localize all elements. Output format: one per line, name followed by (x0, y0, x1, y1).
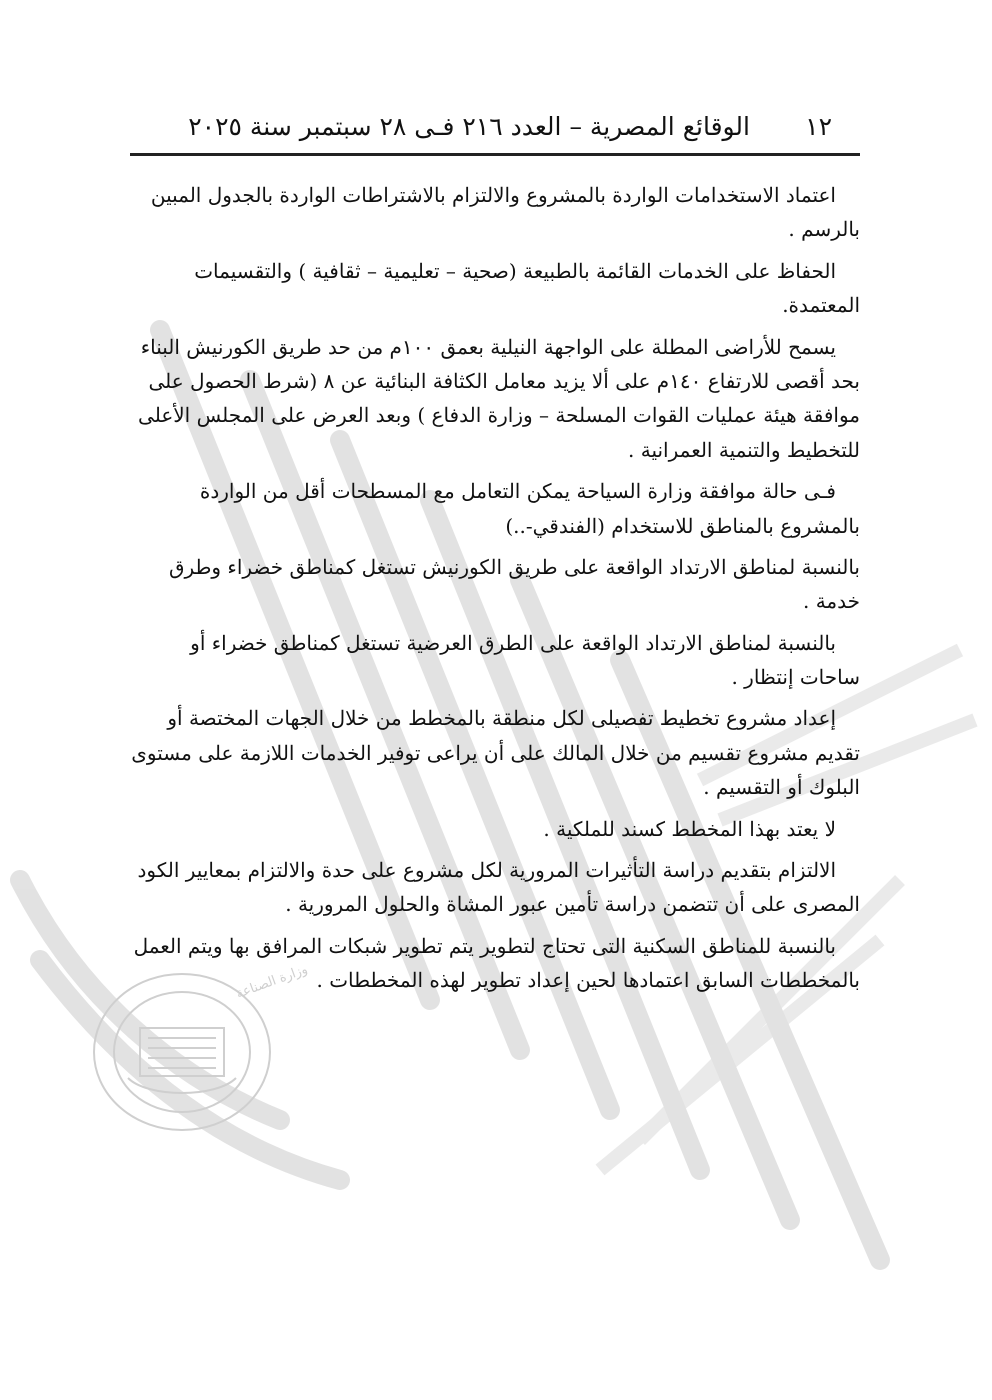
header-divider (130, 153, 860, 156)
paragraph-traffic-study: الالتزام بتقديم دراسة التأثيرات المرورية لكل مشروع على حدة والالتزام بمعايير الكود المصرى على أن تتضمن دراسة تأمين عبور المشاة والحلول المرورية . (137, 858, 860, 917)
paragraph-nile-frontage: يسمح للأراضى المطلة على الواجهة النيلية بعمق ١٠٠م من حد طريق الكورنيش البناء بحد أقصى للارتفاع ١٤٠م على ألا يزيد معامل الكثافة البنائية عن ٨ (شرط الحصول على موافقة هيئة عمليات القوات المسلحة – وزارة الدفاع ) وبعد العرض على المجلس الأعلى للتخطيط والتنمية العمرانية . (138, 334, 860, 462)
paragraph-residential-development: بالنسبة للمناطق السكنية التى تحتاج لتطوير يتم تطوير شبكات المرافق بها ويتم العمل بالمخططات السابق اعتمادها لحين إعداد تطوير لهذه المخططات . (133, 933, 860, 993)
document-body (130, 178, 860, 1005)
paragraph-detailed-plan: إعداد مشروع تخطيط تفصيلى لكل منطقة بالمخطط من خلال الجهات المختصة أو تقديم مشروع تقسيم من خلال المالك على أن يراعى توفير الخدمات اللازمة على مستوى البلوك أو التقسيم . (131, 706, 860, 800)
page-number: ١٢ (805, 112, 832, 141)
paragraph-existing-services: الحفاظ على الخدمات القائمة بالطبيعة (صحية – تعليمية – ثقافية ) والتقسيمات المعتمدة. (194, 258, 860, 318)
paragraph-corniche-setbacks: بالنسبة لمناطق الارتداد الواقعة على طريق الكورنيش تستغل كمناطق خضراء وطرق خدمة . (168, 554, 860, 614)
paragraph-ownership-disclaimer: لا يعتد بهذا المخطط كسند للملكية . (543, 816, 836, 841)
page-header (130, 112, 860, 152)
svg-text:وزارة الصناعة: وزارة الصناعة (234, 962, 310, 1002)
paragraph-tourism-approval: فـى حالة موافقة وزارة السياحة يمكن التعامل مع المسطحات أقل من الواردة بالمشروع بالمناطق للاستخدام (الفندقي-..) (199, 479, 860, 538)
paragraph-cross-road-setbacks: بالنسبة لمناطق الارتداد الواقعة على الطرق العرضية تستغل كمناطق خضراء أو ساحات إنتظار . (190, 630, 860, 690)
gazette-header-title: الوقائع المصرية – العدد ٢١٦ فـى ٢٨ سبتمبر سنة ٢٠٢٥ (188, 112, 750, 141)
paragraph-uses-approval: اعتماد الاستخدامات الواردة بالمشروع والالتزام بالاشتراطات الواردة بالجدول المبين بالرسم . (150, 183, 860, 242)
